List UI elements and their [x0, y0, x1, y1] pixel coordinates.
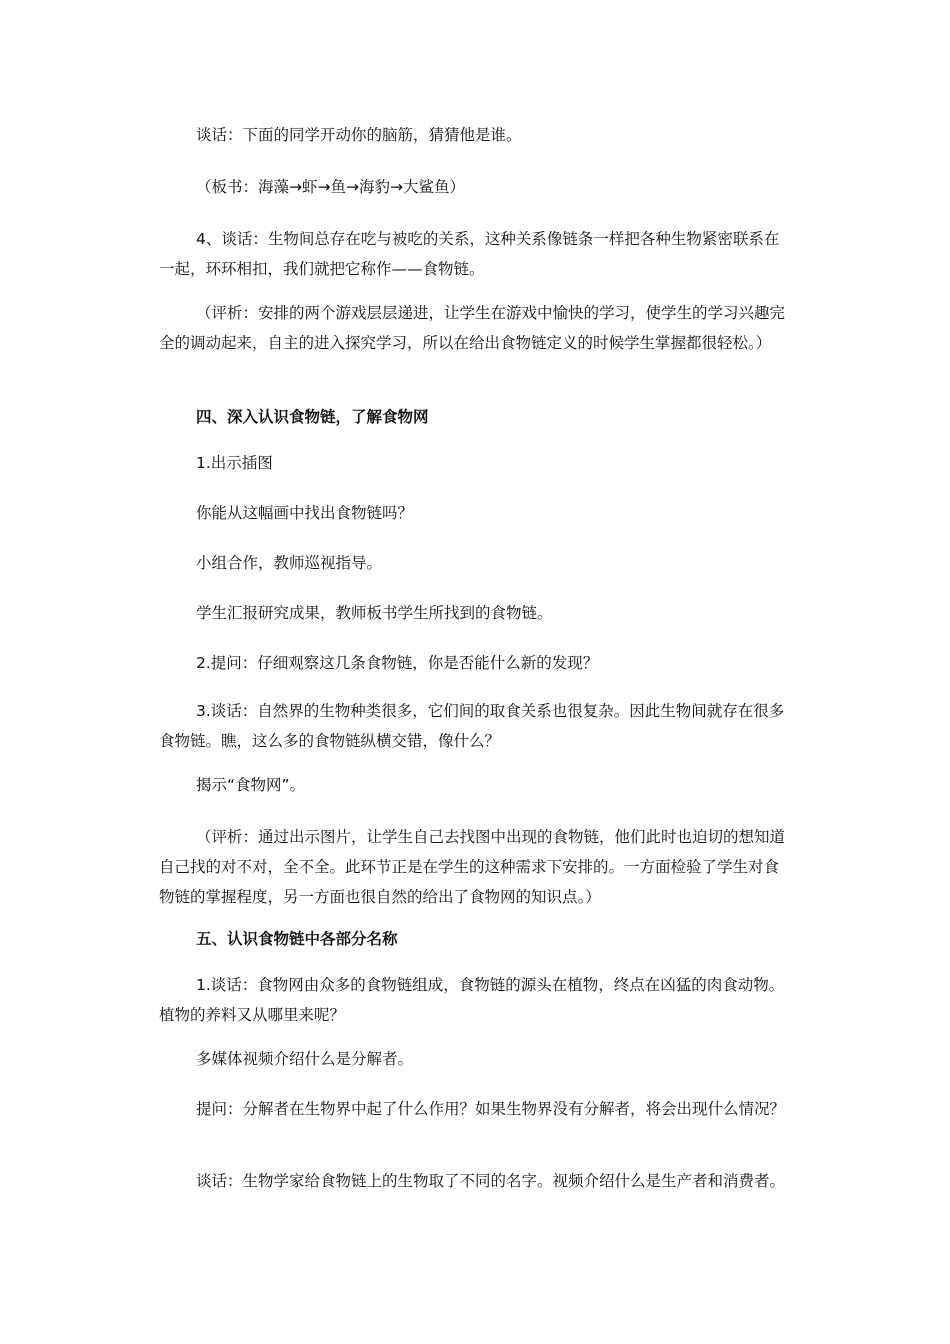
paragraph-board-chain: （板书：海藻→虾→鱼→海豹→大鲨鱼）: [196, 178, 465, 196]
paragraph-talk-3: 3.谈话：自然界的生物种类很多，它们间的取食关系也很复杂。因此生物间就存在很多食物链。瞧，这么多的食物链纵横交错，像什么？: [159, 702, 785, 750]
section-heading-4: 四、深入认识食物链，了解食物网: [196, 408, 429, 426]
paragraph-show-illustration: 1.出示插图: [196, 454, 273, 472]
paragraph-producer-consumer: 谈话：生物学家给食物链上的生物取了不同的名字。视频介绍什么是生产者和消费者。: [196, 1172, 786, 1190]
paragraph-find-chain-question: 你能从这幅画中找出食物链吗？: [196, 504, 414, 522]
paragraph-comment-2: （评析：通过出示图片，让学生自己去找图中出现的食物链，他们此时也迫切的想知道自己找的对不对，全不全。此环节正是在学生的这种需求下安排的。一方面检验了学生对食物链的掌握程度，另一方面也很自然的给出了食物网的知识点。）: [159, 828, 786, 906]
paragraph-talk-guess: 谈话：下面的同学开动你的脑筋，猜猜他是谁。: [196, 126, 522, 144]
paragraph-reveal-food-web: 揭示“食物网”。: [196, 776, 306, 794]
paragraph-student-report: 学生汇报研究成果，教师板书学生所找到的食物链。: [196, 604, 553, 622]
paragraph-food-chain-definition: 4、谈话：生物间总存在吃与被吃的关系，这种关系像链条一样把各种生物紧密联系在一起，环环相扣，我们就把它称作——食物链。: [159, 230, 780, 278]
paragraph-decomposer-question: 提问：分解者在生物界中起了什么作用？如果生物界没有分解者，将会出现什么情况？: [196, 1100, 786, 1118]
paragraph-decomposer-video: 多媒体视频介绍什么是分解者。: [196, 1050, 414, 1068]
paragraph-question-2: 2.提问：仔细观察这几条食物链，你是否能什么新的发现？: [196, 654, 599, 672]
paragraph-talk-food-web: 1.谈话：食物网由众多的食物链组成，食物链的源头在植物，终点在凶猛的肉食动物。植物的养料又从哪里来呢？: [159, 976, 785, 1024]
paragraph-group-work: 小组合作，教师巡视指导。: [196, 554, 383, 572]
section-heading-5: 五、认识食物链中各部分名称: [196, 930, 398, 948]
paragraph-comment-1: （评析：安排的两个游戏层层递进，让学生在游戏中愉快的学习，使学生的学习兴趣完全的调动起来，自主的进入探究学习，所以在给出食物链定义的时候学生掌握都很轻松。）: [159, 304, 786, 352]
